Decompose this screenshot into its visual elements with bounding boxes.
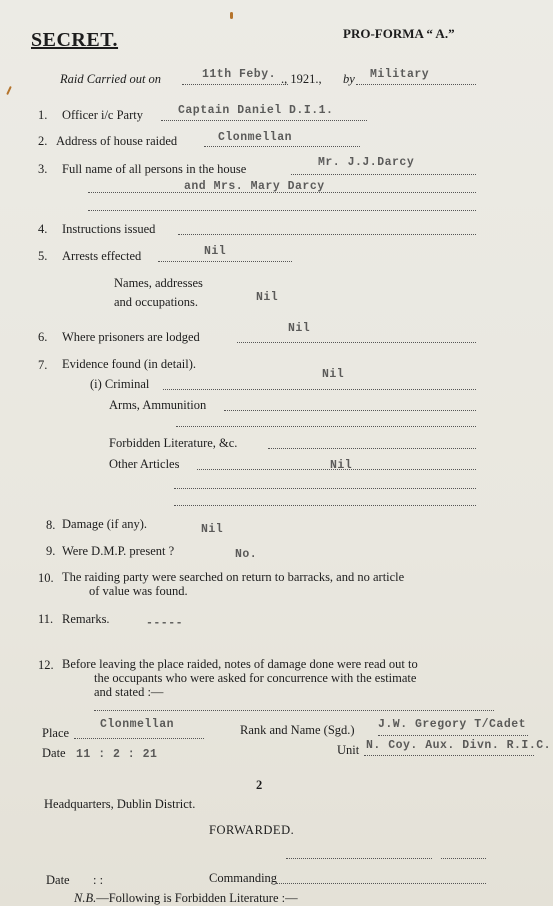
q4-number: 4. (38, 222, 48, 236)
place-line (74, 738, 204, 739)
raid-date-value: 11th Feby. (202, 68, 277, 81)
rank-value: J.W. Gregory T/Cadet (378, 718, 527, 731)
place-label: Place (42, 726, 70, 740)
place-value: Clonmellan (100, 718, 175, 731)
nb-note (74, 891, 298, 905)
q8-number: 8. (46, 518, 56, 532)
ink-mark (230, 12, 233, 19)
q7-arms-line (224, 410, 476, 411)
rank-label: Rank and Name (Sgd.) (240, 723, 355, 737)
q6-number: 6. (38, 330, 48, 344)
q7-arms-line-2 (176, 426, 476, 427)
q7-other-label: Other Articles (109, 457, 180, 471)
q9-number: 9. (46, 544, 56, 558)
q3-label: Full name of all persons in the house (62, 162, 247, 176)
q6-line (237, 342, 476, 343)
q12-number: 12. (38, 658, 54, 672)
q6-value: Nil (288, 322, 311, 335)
q7-label: Evidence found (in detail). (62, 357, 196, 371)
q4-line (178, 234, 476, 235)
q9-value: No. (235, 548, 258, 561)
raid-by-value: Military (370, 68, 430, 81)
q10-line-1: The raiding party were searched on return to barracks, and no article (62, 570, 405, 584)
q5-sub-value: Nil (256, 291, 279, 304)
q7-other-value: Nil (330, 459, 353, 472)
q10-line-2: of value was found. (89, 584, 188, 598)
q5-sublabel-1: Names, addresses (114, 276, 203, 290)
raid-date-line (182, 84, 288, 85)
q7-other-line-2 (174, 488, 476, 489)
q5-sublabel-2: and occupations. (114, 295, 199, 309)
q12-line-3: and stated :— (94, 685, 164, 699)
raid-year: ., 1921., (281, 72, 322, 86)
q5-line (158, 261, 292, 262)
q7-criminal-line (163, 389, 476, 390)
headquarters: Headquarters, Dublin District. (44, 797, 196, 811)
q3-number: 3. (38, 162, 48, 176)
classification-title: SECRET. (31, 29, 119, 51)
forwarded: FORWARDED. (209, 823, 295, 837)
q10-number: 10. (38, 571, 54, 585)
q2-number: 2. (38, 134, 48, 148)
q7-literature-label: Forbidden Literature, &c. (109, 436, 238, 450)
nb-prefix: N.B. (74, 891, 97, 905)
ink-mark (6, 86, 12, 95)
date-value: 11 : 2 : 21 (76, 748, 158, 761)
commanding-line (276, 883, 486, 884)
q1-label: Officer i/c Party (62, 108, 143, 122)
q12-line-1: Before leaving the place raided, notes of damage done were read out to (62, 657, 418, 671)
q3-line-3 (88, 210, 476, 211)
unit-value: N. Coy. Aux. Divn. R.I.C. (366, 739, 552, 752)
q7-number: 7. (38, 358, 48, 372)
q7-criminal-label: (i) Criminal (90, 377, 150, 391)
q1-number: 1. (38, 108, 48, 122)
q7-criminal-value: Nil (322, 368, 345, 381)
q8-label: Damage (if any). (62, 517, 148, 531)
unit-label: Unit (337, 743, 360, 757)
q3-line-1 (291, 174, 476, 175)
raid-by-line (356, 84, 476, 85)
q7-arms-label: Arms, Ammunition (109, 398, 207, 412)
q1-line (161, 120, 367, 121)
q12-line-2: the occupants who were asked for concurrence with the estimate (94, 671, 417, 685)
rank-line (378, 735, 528, 736)
q9-label: Were D.M.P. present ? (62, 544, 175, 558)
q3-value-2: and Mrs. Mary Darcy (184, 180, 325, 193)
unit-line (364, 755, 534, 756)
forwarded-line-2 (441, 858, 486, 859)
footer-date-label: Date (46, 873, 70, 887)
q5-value: Nil (204, 245, 227, 258)
q11-label: Remarks. (62, 612, 110, 626)
q7-literature-line (268, 448, 476, 449)
q2-label: Address of house raided (56, 134, 178, 148)
q1-value: Captain Daniel D.I.1. (178, 104, 334, 117)
form-name: PRO-FORMA “ A.” (343, 26, 455, 41)
q5-number: 5. (38, 249, 48, 263)
q6-label: Where prisoners are lodged (62, 330, 200, 344)
footer-date-colons: : : (93, 873, 104, 887)
nb-text: —Following is Forbidden Literature :— (96, 891, 298, 905)
q5-label: Arrests effected (62, 249, 142, 263)
q11-number: 11. (38, 612, 54, 626)
q3-value-1: Mr. J.J.Darcy (318, 156, 415, 169)
raid-by-label: by (343, 72, 355, 86)
commanding-label: Commanding (209, 871, 278, 885)
q4-label: Instructions issued (62, 222, 156, 236)
q2-line (204, 146, 360, 147)
q2-value: Clonmellan (218, 131, 293, 144)
forwarded-line-1 (286, 858, 432, 859)
q8-value: Nil (201, 523, 224, 536)
page-number: 2 (256, 778, 263, 792)
date-label: Date (42, 746, 66, 760)
q11-value: ----- (146, 617, 184, 630)
q7-other-line-3 (174, 505, 476, 506)
raid-label: Raid Carried out on (60, 72, 162, 86)
q12-line (94, 710, 494, 711)
